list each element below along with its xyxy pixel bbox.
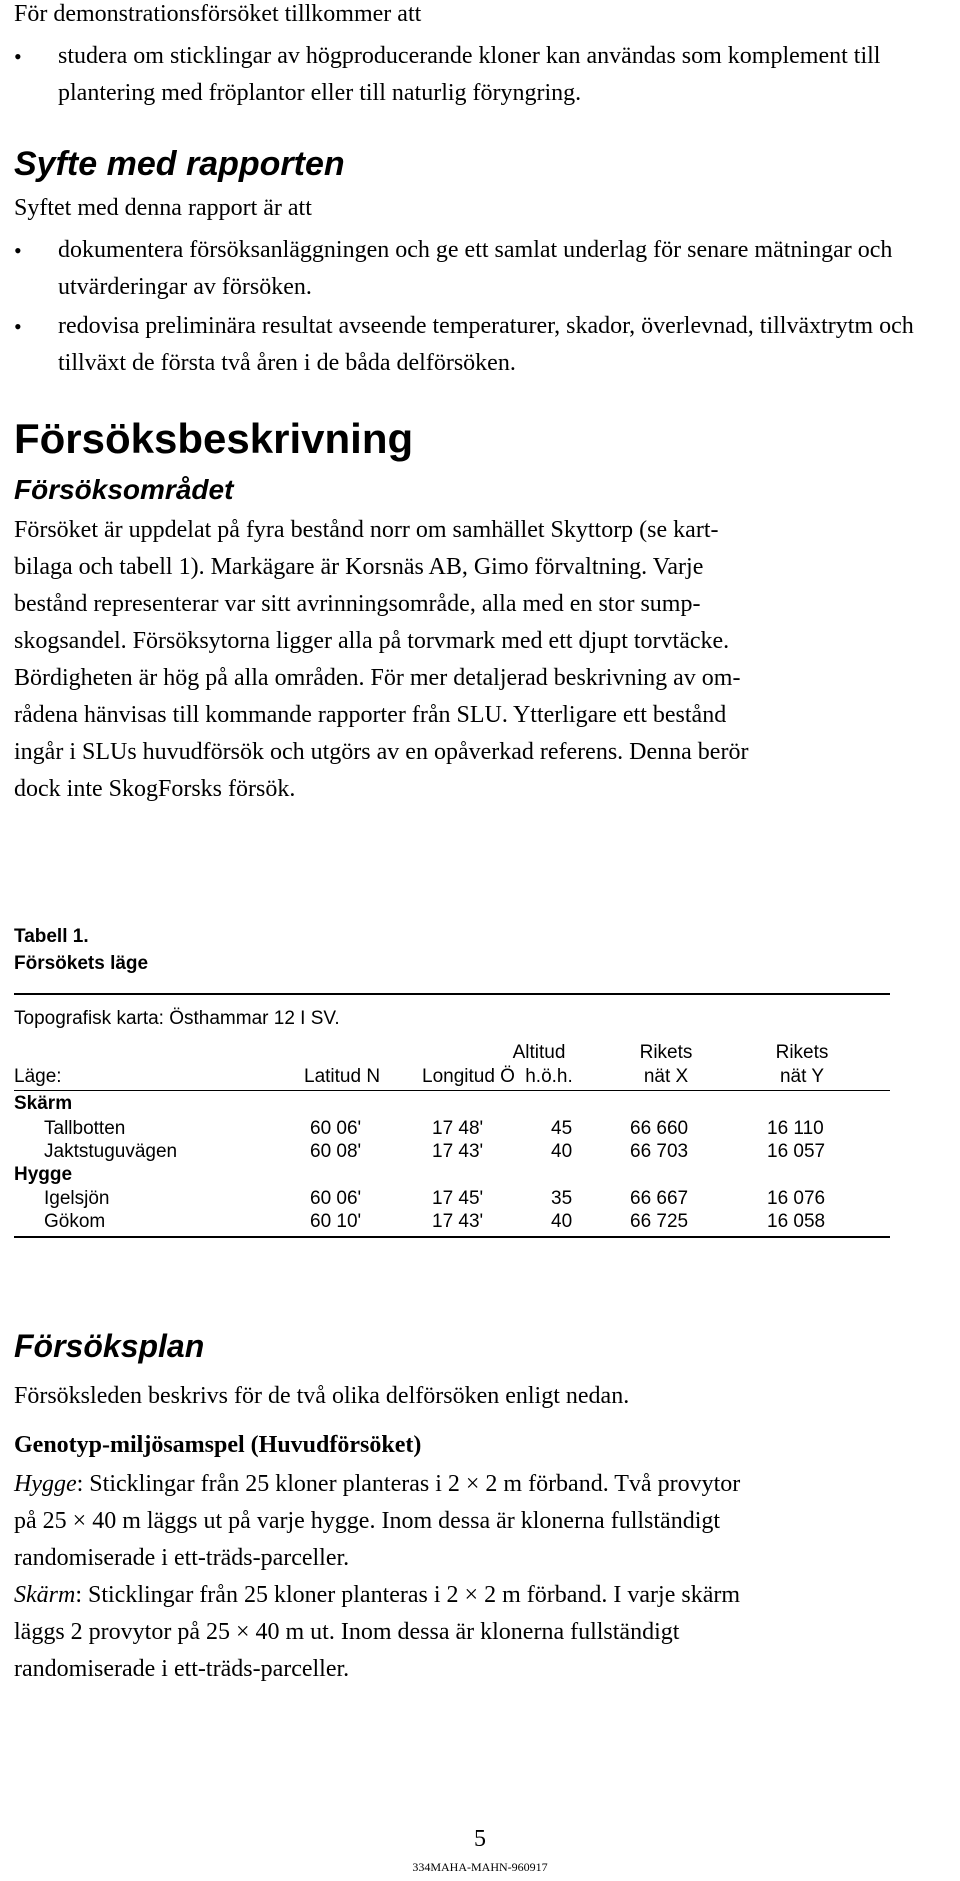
table-cell-alt: 45	[551, 1118, 573, 1139]
paragraph-line: Försöket är uppdelat på fyra bestånd norr om samhället Skyttorp (se kart-	[14, 517, 719, 543]
description-paragraph	[14, 512, 944, 808]
table-header-rule	[14, 1090, 890, 1091]
paragraph-line: bilaga och tabell 1). Markägare är Korsnäs AB, Gimo förvaltning. Varje	[14, 554, 704, 580]
table-cell-x: 66 725	[630, 1211, 689, 1232]
header-place: Läge:	[14, 1066, 62, 1087]
header-rikets-x: Rikets	[639, 1042, 693, 1063]
description-subheading: Försöksområdet	[14, 474, 234, 505]
table-caption-title: Försökets läge	[14, 953, 149, 974]
plan-subheading: Genotyp-miljösamspel (Huvudförsöket)	[14, 1432, 422, 1458]
group-label: Hygge	[14, 1164, 73, 1185]
paragraph-line: dock inte SkogForsks försök.	[14, 776, 296, 802]
table-cell-lat: 60 10'	[310, 1211, 362, 1232]
description-heading: Försöksbeskrivning	[14, 415, 414, 462]
paragraph-line: på 25 × 40 m läggs ut på varje hygge. Inom dessa är klonerna fullständigt	[14, 1508, 721, 1534]
header-rikets-x-unit: nät X	[643, 1066, 689, 1087]
paragraph-line: : Sticklingar från 25 kloner planteras i 2 × 2 m förband. Två provytor	[76, 1471, 741, 1497]
table-bottom-rule	[14, 1236, 890, 1238]
map-note: Topografisk karta: Östhammar 12 I SV.	[14, 1008, 340, 1029]
table-cell-lon: 17 48'	[432, 1118, 484, 1139]
paragraph-line: bestånd representerar var sitt avrinningsområde, alla med en stor sump-	[14, 591, 701, 617]
purpose-lead: Syftet med denna rapport är att	[14, 195, 312, 221]
header-longitude: Longitud Ö	[422, 1066, 515, 1087]
table-cell-lat: 60 06'	[310, 1188, 362, 1209]
table-cell-place: Tallbotten	[44, 1118, 126, 1139]
table-cell-lon: 17 43'	[432, 1211, 484, 1232]
purpose-bullet-1	[14, 232, 944, 306]
skarm-label: Skärm	[14, 1582, 76, 1608]
paragraph-line: : Sticklingar från 25 kloner planteras i 2 × 2 m förband. I varje skärm	[75, 1582, 741, 1608]
table-cell-place: Jaktstuguvägen	[44, 1141, 178, 1162]
table-cell-alt: 40	[551, 1211, 573, 1232]
paragraph-line: Bördigheten är hög på alla områden. För mer detaljerad beskrivning av om-	[14, 665, 741, 691]
table-cell-x: 66 667	[630, 1188, 689, 1209]
table-cell-place: Igelsjön	[44, 1188, 110, 1209]
header-latitude: Latitud N	[304, 1066, 381, 1087]
intro-bullet	[14, 38, 944, 112]
table-cell-alt: 40	[551, 1141, 573, 1162]
intro-lead: För demonstrationsförsöket tillkommer att	[14, 1, 422, 27]
bullet-icon: •	[14, 44, 22, 69]
table-top-rule	[14, 993, 890, 995]
purpose-bullet-text: dokumentera försöksanläggningen och ge ett samlat underlag för senare mätningar och utvärderingar av försöken.	[58, 237, 893, 300]
plan-lead: Försöksleden beskrivs för de två olika delförsöken enligt nedan.	[14, 1383, 630, 1409]
table-cell-y: 16 058	[767, 1211, 826, 1232]
purpose-heading: Syfte med rapporten	[14, 145, 345, 183]
purpose-bullet-text: redovisa preliminära resultat avseende temperaturer, skador, överlevnad, tillväxtrytm och tillväxt de första två åren i de båda delförsöken.	[58, 313, 914, 376]
table-cell-lon: 17 43'	[432, 1141, 484, 1162]
plan-heading: Försöksplan	[14, 1328, 205, 1364]
header-altitude-unit: h.ö.h.	[525, 1066, 573, 1087]
paragraph-line: skogsandel. Försöksytorna ligger alla på torvmark med ett djupt torvtäcke.	[14, 628, 730, 654]
table-cell-x: 66 660	[630, 1118, 689, 1139]
paragraph-line: randomiserade i ett-träds-parceller.	[14, 1656, 350, 1682]
plan-hygge-paragraph	[14, 1466, 944, 1577]
header-rikets-y: Rikets	[775, 1042, 829, 1063]
table-cell-alt: 35	[551, 1188, 573, 1209]
hygge-label: Hygge	[14, 1471, 77, 1497]
table-caption-number: Tabell 1.	[14, 926, 89, 947]
header-rikets-y-unit: nät Y	[779, 1066, 825, 1087]
table-cell-lat: 60 06'	[310, 1118, 362, 1139]
paragraph-line: randomiserade i ett-träds-parceller.	[14, 1545, 350, 1571]
page-number: 5	[474, 1826, 486, 1852]
table-cell-y: 16 076	[767, 1188, 826, 1209]
header-altitude: Altitud	[512, 1042, 566, 1063]
group-label: Skärm	[14, 1093, 73, 1114]
table-cell-y: 16 110	[767, 1118, 824, 1139]
footer-code: 334MAHA-MAHN-960917	[412, 1860, 548, 1874]
bullet-icon: •	[14, 238, 22, 263]
table-cell-place: Gökom	[44, 1211, 106, 1232]
table-cell-x: 66 703	[630, 1141, 689, 1162]
table-cell-lon: 17 45'	[432, 1188, 484, 1209]
table-cell-lat: 60 08'	[310, 1141, 362, 1162]
table-cell-y: 16 057	[767, 1141, 826, 1162]
intro-bullet-text: studera om sticklingar av högproducerande kloner kan användas som komplement till plantering med fröplantor eller till naturlig föryngring.	[58, 43, 881, 106]
paragraph-line: läggs 2 provytor på 25 × 40 m ut. Inom dessa är klonerna fullständigt	[14, 1619, 680, 1645]
paragraph-line: ingår i SLUs huvudförsök och utgörs av en opåverkad referens. Denna berör	[14, 739, 749, 765]
purpose-bullet-2	[14, 308, 944, 382]
plan-skarm-paragraph	[14, 1577, 944, 1688]
bullet-icon: •	[14, 314, 22, 339]
paragraph-line: rådena hänvisas till kommande rapporter från SLU. Ytterligare ett bestånd	[14, 702, 727, 728]
